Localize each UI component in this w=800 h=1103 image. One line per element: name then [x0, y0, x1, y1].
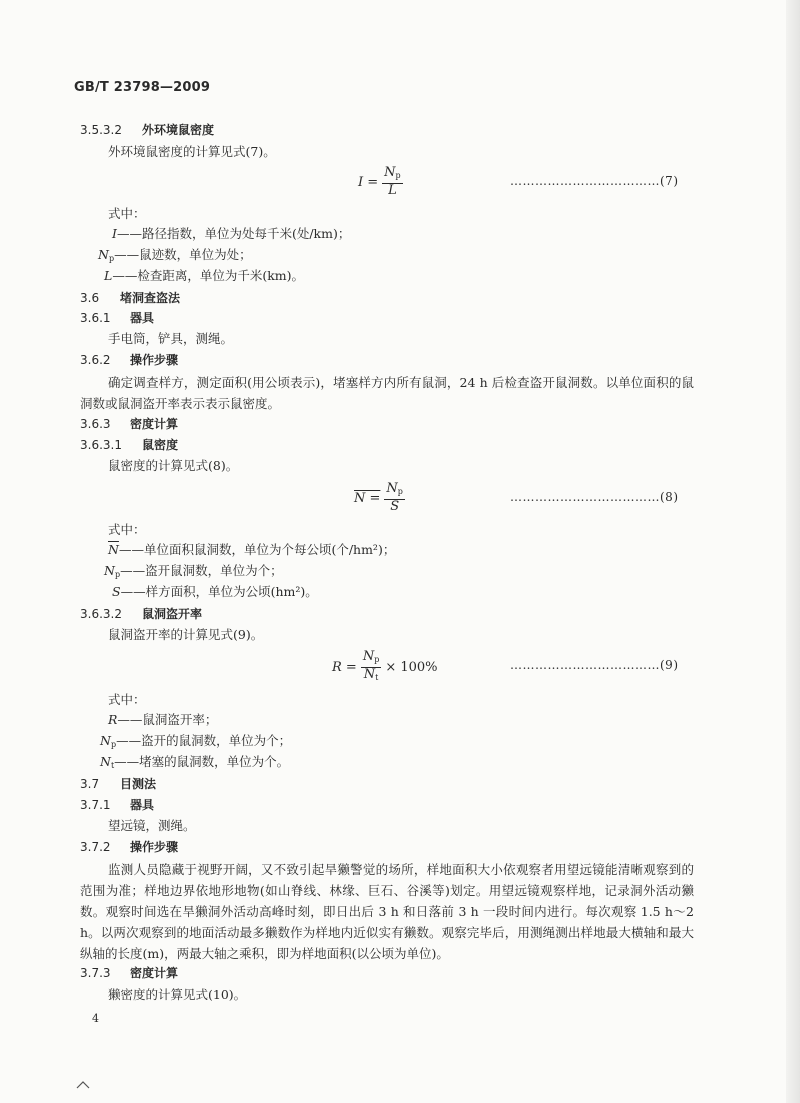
section-heading-3-7: 3.7 目测法 — [80, 777, 157, 791]
paragraph: 手电筒，铲具，测绳。 — [108, 331, 234, 346]
formula-9: R = $\frac{N_p}{N_t}$ × 100% — [332, 649, 438, 682]
formula-7: I = $\frac{N_p}{L}$ — [358, 165, 401, 198]
paragraph: 獭密度的计算见式(10)。 — [108, 987, 247, 1002]
page-number: 4 — [92, 1012, 99, 1025]
paragraph: 监测人员隐藏于视野开阔，又不致引起旱獭警觉的场所，样地面积大小依观察者用望远镜能清晰观察到的范围为准；样地边界依地形地物(如山脊线、林缘、巨石、谷溪等)划定。用望远镜观察样地，记录洞外活动獭数。观察时间选在旱獭洞外活动高峰时刻，即日出后 3 h 和日落前 3 h 一段时间内进行。每次观察 1.5 h～2 h。以两次观察到的地面活动最多獭数作为样地内近似实有獭数。观察完毕后，用测绳测出样地最大横轴和最大纵轴的长度(m)，两最大轴之乘积，即为样地面积(以公顷为单位)。 — [80, 862, 694, 961]
definition-item: $\overline{N}——$单位面积鼠洞数，单位为个每公顷(个/hm²)； — [108, 542, 396, 557]
paragraph: 外环境鼠密度的计算见式(7)。 — [108, 144, 276, 159]
section-heading-3-7-3: 3.7.3 密度计算 — [80, 966, 179, 980]
definition-item: $N_p——$盗开的鼠洞数，单位为个； — [100, 733, 292, 749]
equation-number-9: ………………………………(9) — [510, 658, 679, 672]
paragraph: 鼠密度的计算见式(8)。 — [108, 458, 239, 473]
scan-mark-icon — [76, 1080, 90, 1092]
definition-item: R——鼠洞盗开率； — [108, 712, 218, 727]
definition-item: L——检查距离，单位为千米(km)。 — [104, 268, 304, 283]
paragraph: 鼠洞盗开率的计算见式(9)。 — [108, 627, 264, 642]
page-edge-shadow — [786, 0, 800, 1103]
formula-8: N = $\frac{N_p}{S}$ — [354, 481, 403, 514]
where-label: 式中： — [108, 522, 146, 537]
definition-item: $N_t——$堵塞的鼠洞数，单位为个。 — [100, 754, 290, 770]
definition-item: $N_p——$鼠迹数，单位为处； — [98, 247, 252, 263]
equation-number-8: ………………………………(8) — [510, 490, 679, 504]
definition-item: S——样方面积，单位为公顷(hm²)。 — [112, 584, 318, 599]
where-label: 式中： — [108, 692, 146, 707]
standard-id: GB/T 23798—2009 — [74, 80, 211, 95]
paragraph: 确定调查样方，测定面积(用公顷表示)，堵塞样方内所有鼠洞，24 h 后检查盗开鼠洞数。以单位面积的鼠洞数或鼠洞盗开率表示表示鼠密度。 — [80, 375, 694, 411]
section-heading-3-6-3: 3.6.3 密度计算 — [80, 417, 179, 431]
section-heading-3-7-1: 3.7.1 器具 — [80, 798, 155, 812]
section-heading-3-6-3-1: 3.6.3.1 鼠密度 — [80, 438, 179, 452]
section-heading-3-6-2: 3.6.2 操作步骤 — [80, 353, 179, 367]
section-heading-3-6-3-2: 3.6.3.2 鼠洞盗开率 — [80, 607, 203, 621]
definition-item: $N_p——$盗开鼠洞数，单位为个； — [104, 563, 283, 579]
section-heading-3-6: 3.6 堵洞查盗法 — [80, 291, 181, 305]
section-heading-3-6-1: 3.6.1 器具 — [80, 311, 155, 325]
definition-item: I——路径指数，单位为处每千米(处/km)； — [112, 226, 351, 241]
section-heading-3-5-3-2: 3.5.3.2 外环境鼠密度 — [80, 123, 215, 137]
section-heading-3-7-2: 3.7.2 操作步骤 — [80, 840, 179, 854]
equation-number-7: ………………………………(7) — [510, 174, 679, 188]
where-label: 式中： — [108, 206, 146, 221]
paragraph: 望远镜，测绳。 — [108, 818, 196, 833]
